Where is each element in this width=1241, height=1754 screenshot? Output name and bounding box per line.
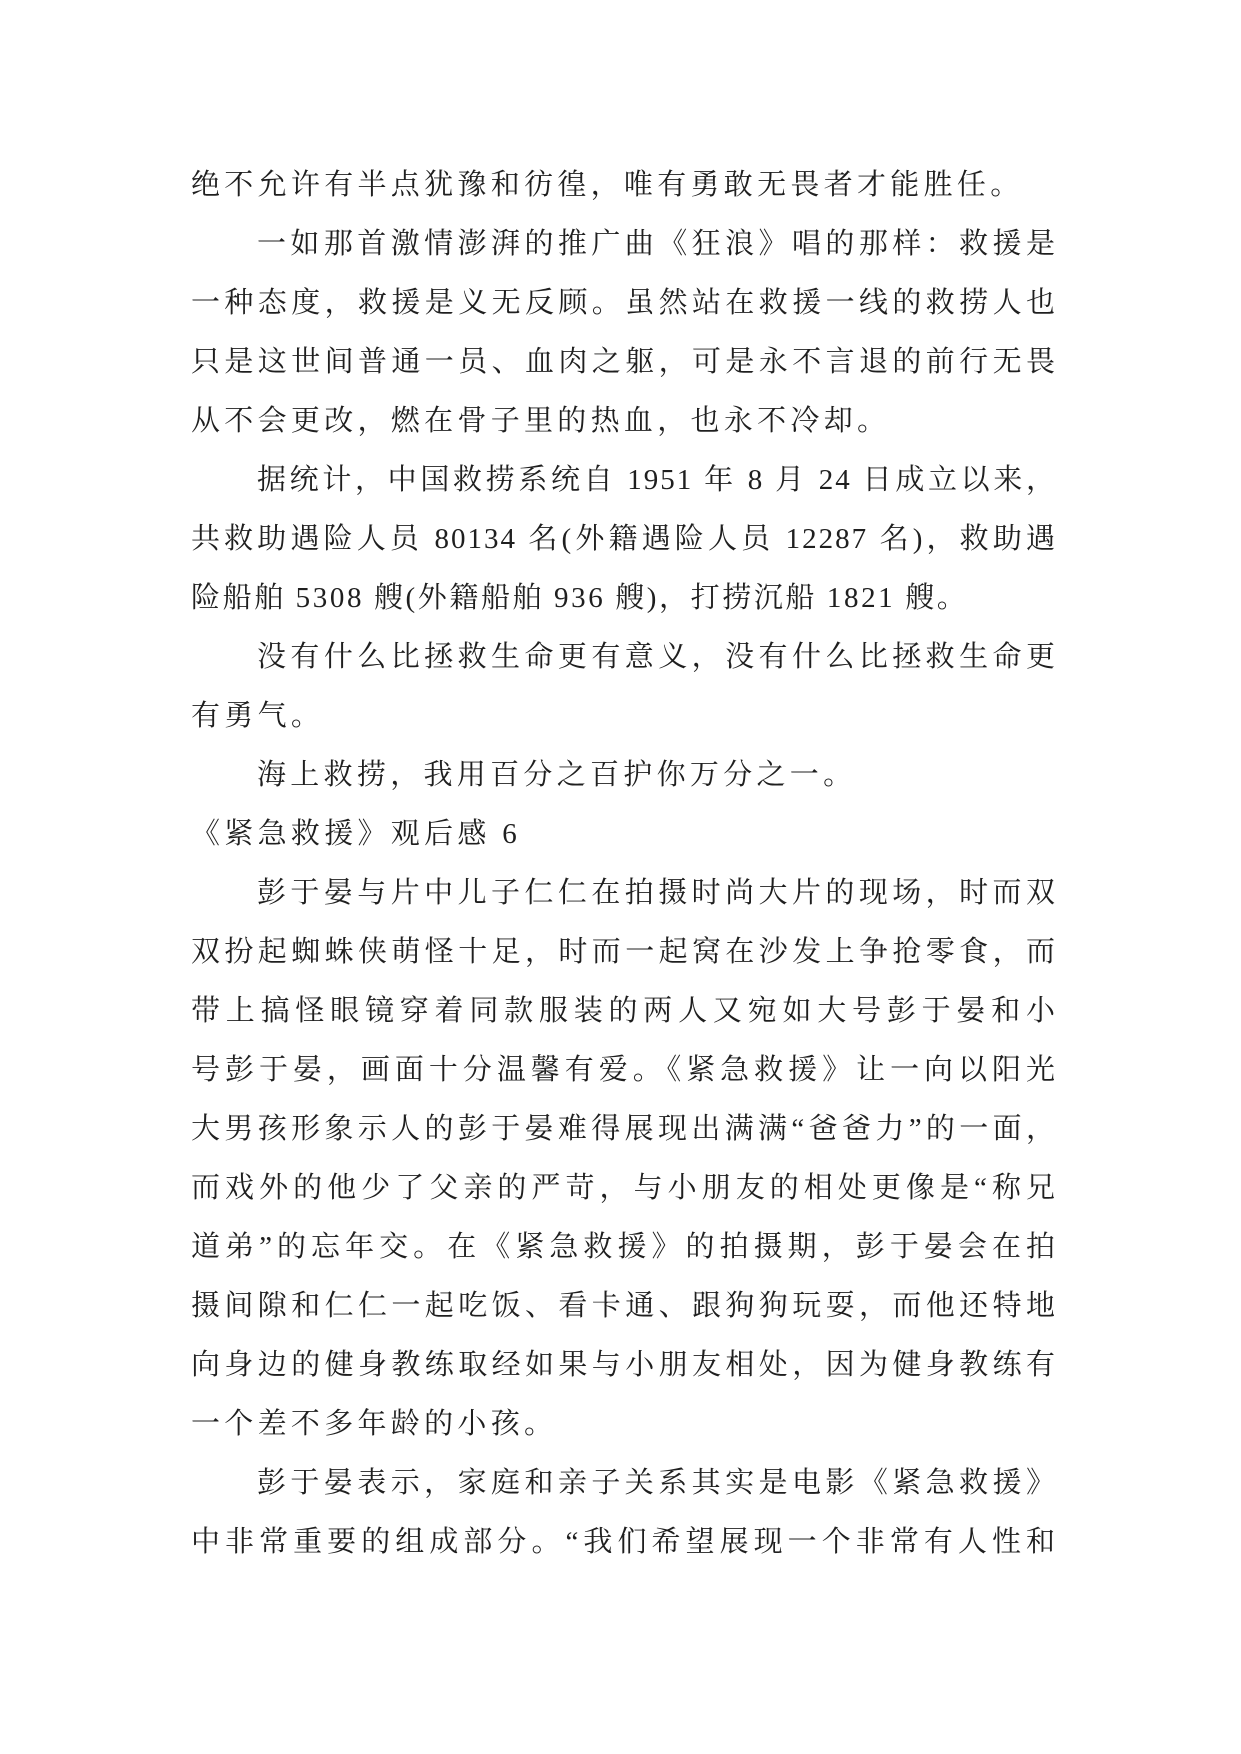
text-line: 有勇气。 (191, 700, 325, 732)
text-line: 带上搞怪眼镜穿着同款服装的两人又宛如大号彭于晏和小 (191, 995, 1057, 1027)
document-body (191, 156, 1057, 1572)
paragraph (191, 215, 1057, 451)
text-line: 险船舶 5308 艘(外籍船舶 936 艘)，打捞沉船 1821 艘。 (191, 582, 969, 614)
section-heading: 《紧急救援》观后感 6 (191, 818, 522, 850)
text-line: 道弟”的忘年交。在《紧急救援》的拍摄期，彭于晏会在拍 (191, 1231, 1057, 1263)
paragraph (191, 864, 1057, 1454)
text-line: 彭于晏与片中儿子仁仁在拍摄时尚大片的现场，时而双 (257, 877, 1057, 909)
text-line: 彭于晏表示，家庭和亲子关系其实是电影《紧急救援》 (257, 1467, 1057, 1499)
text-line: 只是这世间普通一员、血肉之躯，可是永不言退的前行无畏 (191, 346, 1057, 378)
text-line: 海上救捞，我用百分之百护你万分之一。 (257, 759, 857, 791)
text-line: 向身边的健身教练取经如果与小朋友相处，因为健身教练有 (191, 1349, 1057, 1381)
paragraph (191, 628, 1057, 746)
paragraph (191, 746, 1057, 805)
text-line: 摄间隙和仁仁一起吃饭、看卡通、跟狗狗玩耍，而他还特地 (191, 1290, 1057, 1322)
text-line: 中非常重要的组成部分。“我们希望展现一个非常有人性和 (191, 1526, 1057, 1558)
text-line: 一如那首激情澎湃的推广曲《狂浪》唱的那样：救援是 (257, 228, 1057, 260)
paragraph (191, 451, 1057, 628)
text-line: 从不会更改，燃在骨子里的热血，也永不冷却。 (191, 405, 891, 437)
paragraph (191, 156, 1057, 215)
text-line: 据统计，中国救捞系统自 1951 年 8 月 24 日成立以来， (257, 464, 1057, 496)
text-line: 一种态度，救援是义无反顾。虽然站在救援一线的救捞人也 (191, 287, 1057, 319)
text-line: 绝不允许有半点犹豫和彷徨，唯有勇敢无畏者才能胜任。 (191, 169, 1024, 201)
text-line: 双扮起蜘蛛侠萌怪十足，时而一起窝在沙发上争抢零食，而 (191, 936, 1057, 968)
text-line: 大男孩形象示人的彭于晏难得展现出满满“爸爸力”的一面， (191, 1113, 1057, 1145)
paragraph (191, 1454, 1057, 1572)
text-line: 而戏外的他少了父亲的严苛，与小朋友的相处更像是“称兄 (191, 1172, 1057, 1204)
text-line: 共救助遇险人员 80134 名(外籍遇险人员 12287 名)，救助遇 (191, 523, 1057, 555)
text-line: 一个差不多年龄的小孩。 (191, 1408, 558, 1440)
text-line: 没有什么比拯救生命更有意义，没有什么比拯救生命更 (257, 641, 1057, 673)
text-line: 号彭于晏，画面十分温馨有爱。《紧急救援》让一向以阳光 (191, 1054, 1057, 1086)
